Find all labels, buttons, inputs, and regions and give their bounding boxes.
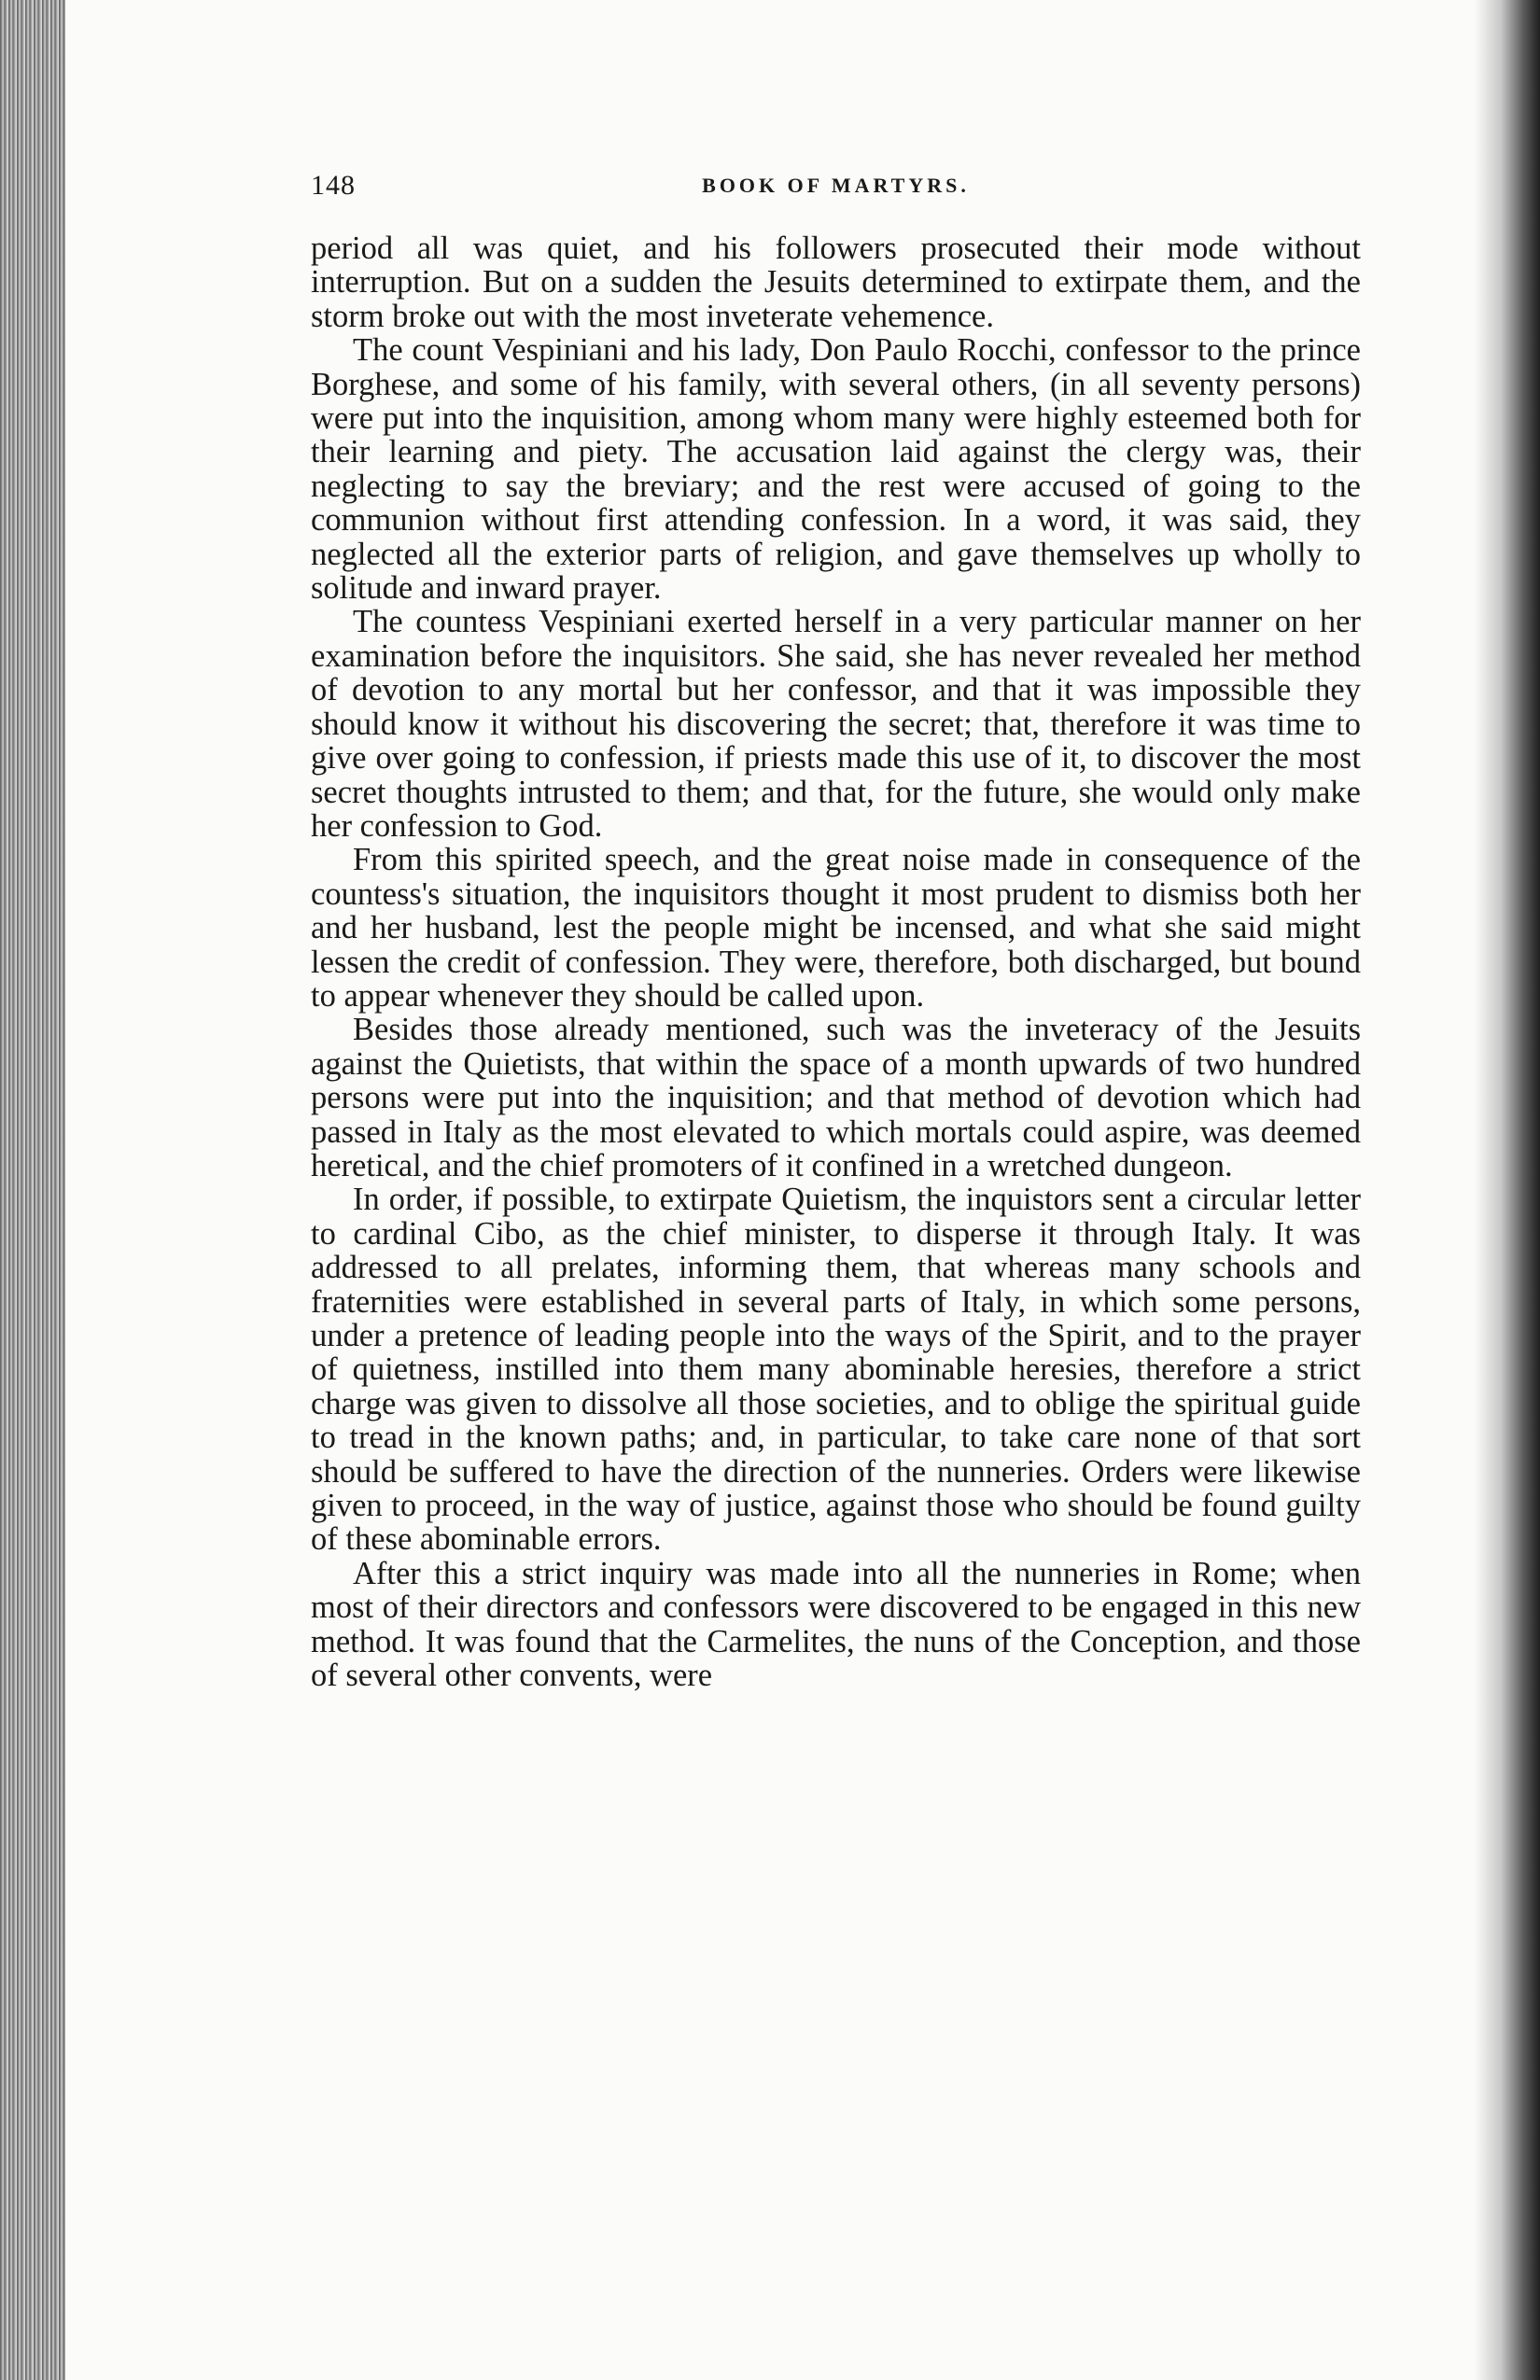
book-binding-edge bbox=[0, 0, 65, 2380]
running-header bbox=[311, 170, 1361, 215]
running-title: BOOK OF MARTYRS. bbox=[702, 174, 970, 197]
paragraph-jesuits-inveteracy: Besides those already mentioned, such was the inveteracy of the Jesuits against the Quietists, that within the space of a month upwards of two hundred persons were put into the inquisition; and that method of devotion which had passed in Italy as the most elevated to which mortals could aspire, was deemed heretical, and the chief promoters of it confined in a wretched dungeon. bbox=[311, 1012, 1361, 1183]
paragraph-continued: period all was quiet, and his followers prosecuted their mode without interruption. But on a sudden the Jesuits determined to extirpate them, and the storm broke out with the most inveterate vehemence. bbox=[311, 231, 1361, 334]
paragraph-count-vespiniani: The count Vespiniani and his lady, Don Paulo Rocchi, confessor to the prince Borghese, and some of his family, with several others, (in all seventy persons) were put into the inquisition, among whom many were highly esteemed both for their learning and piety. The accusation laid against the clergy was, their neglecting to say the breviary; and the rest were accused of going to the communion without first attending confession. In a word, it was said, they neglected all the exterior parts of religion, and gave themselves up wholly to solitude and inward prayer. bbox=[311, 332, 1361, 607]
paragraph-circular-letter: In order, if possible, to extirpate Quietism, the inquistors sent a circular letter to cardinal Cibo, as the chief minister, to disperse it through Italy. It was addressed to all prelates, informing them, that whereas many schools and fraternities were established in several parts of Italy, in which some persons, under a pretence of leading people into the ways of the Spirit, and to the prayer of quietness, instilled into them many abominable heresies, therefore a strict charge was given to dissolve all those societies, and to oblige the spiritual guide to tread in the known paths; and, in particular, to take care none of that sort should be suffered to have the direction of the nunneries. Orders were likewise given to proceed, in the way of justice, against those who should be found guilty of these abominable errors. bbox=[311, 1182, 1361, 1558]
page-right-shadow bbox=[1475, 0, 1540, 2380]
paragraph-countess-examination: The countess Vespiniani exerted herself in a very particular manner on her examination before the inquisitors. She said, she has never revealed her method of devotion to any mortal but her confessor, and that it was impossible they should know it without his discovering the secret; that, therefore it was time to give over going to confession, if priests made this use of it, to discover the most secret thoughts intrusted to them; and that, for the future, she would only make her confession to God. bbox=[311, 604, 1361, 844]
paragraph-nunneries-inquiry: After this a strict inquiry was made into all the nunneries in Rome; when most of their directors and confessors were discovered to be engaged in this new method. It was found that the Carmelites, the nuns of the Conception, and those of several other convents, were bbox=[311, 1555, 1361, 1694]
text-block bbox=[311, 170, 1361, 2242]
paragraph-spirited-speech: From this spirited speech, and the great noise made in consequence of the countess's situation, the inquisitors thought it most prudent to dismiss both her and her husband, lest the people might be incensed, and what she said might lessen the credit of confession. They were, therefore, both discharged, but bound to appear whenever they should be called upon. bbox=[311, 842, 1361, 1014]
page-number: 148 bbox=[311, 170, 356, 201]
